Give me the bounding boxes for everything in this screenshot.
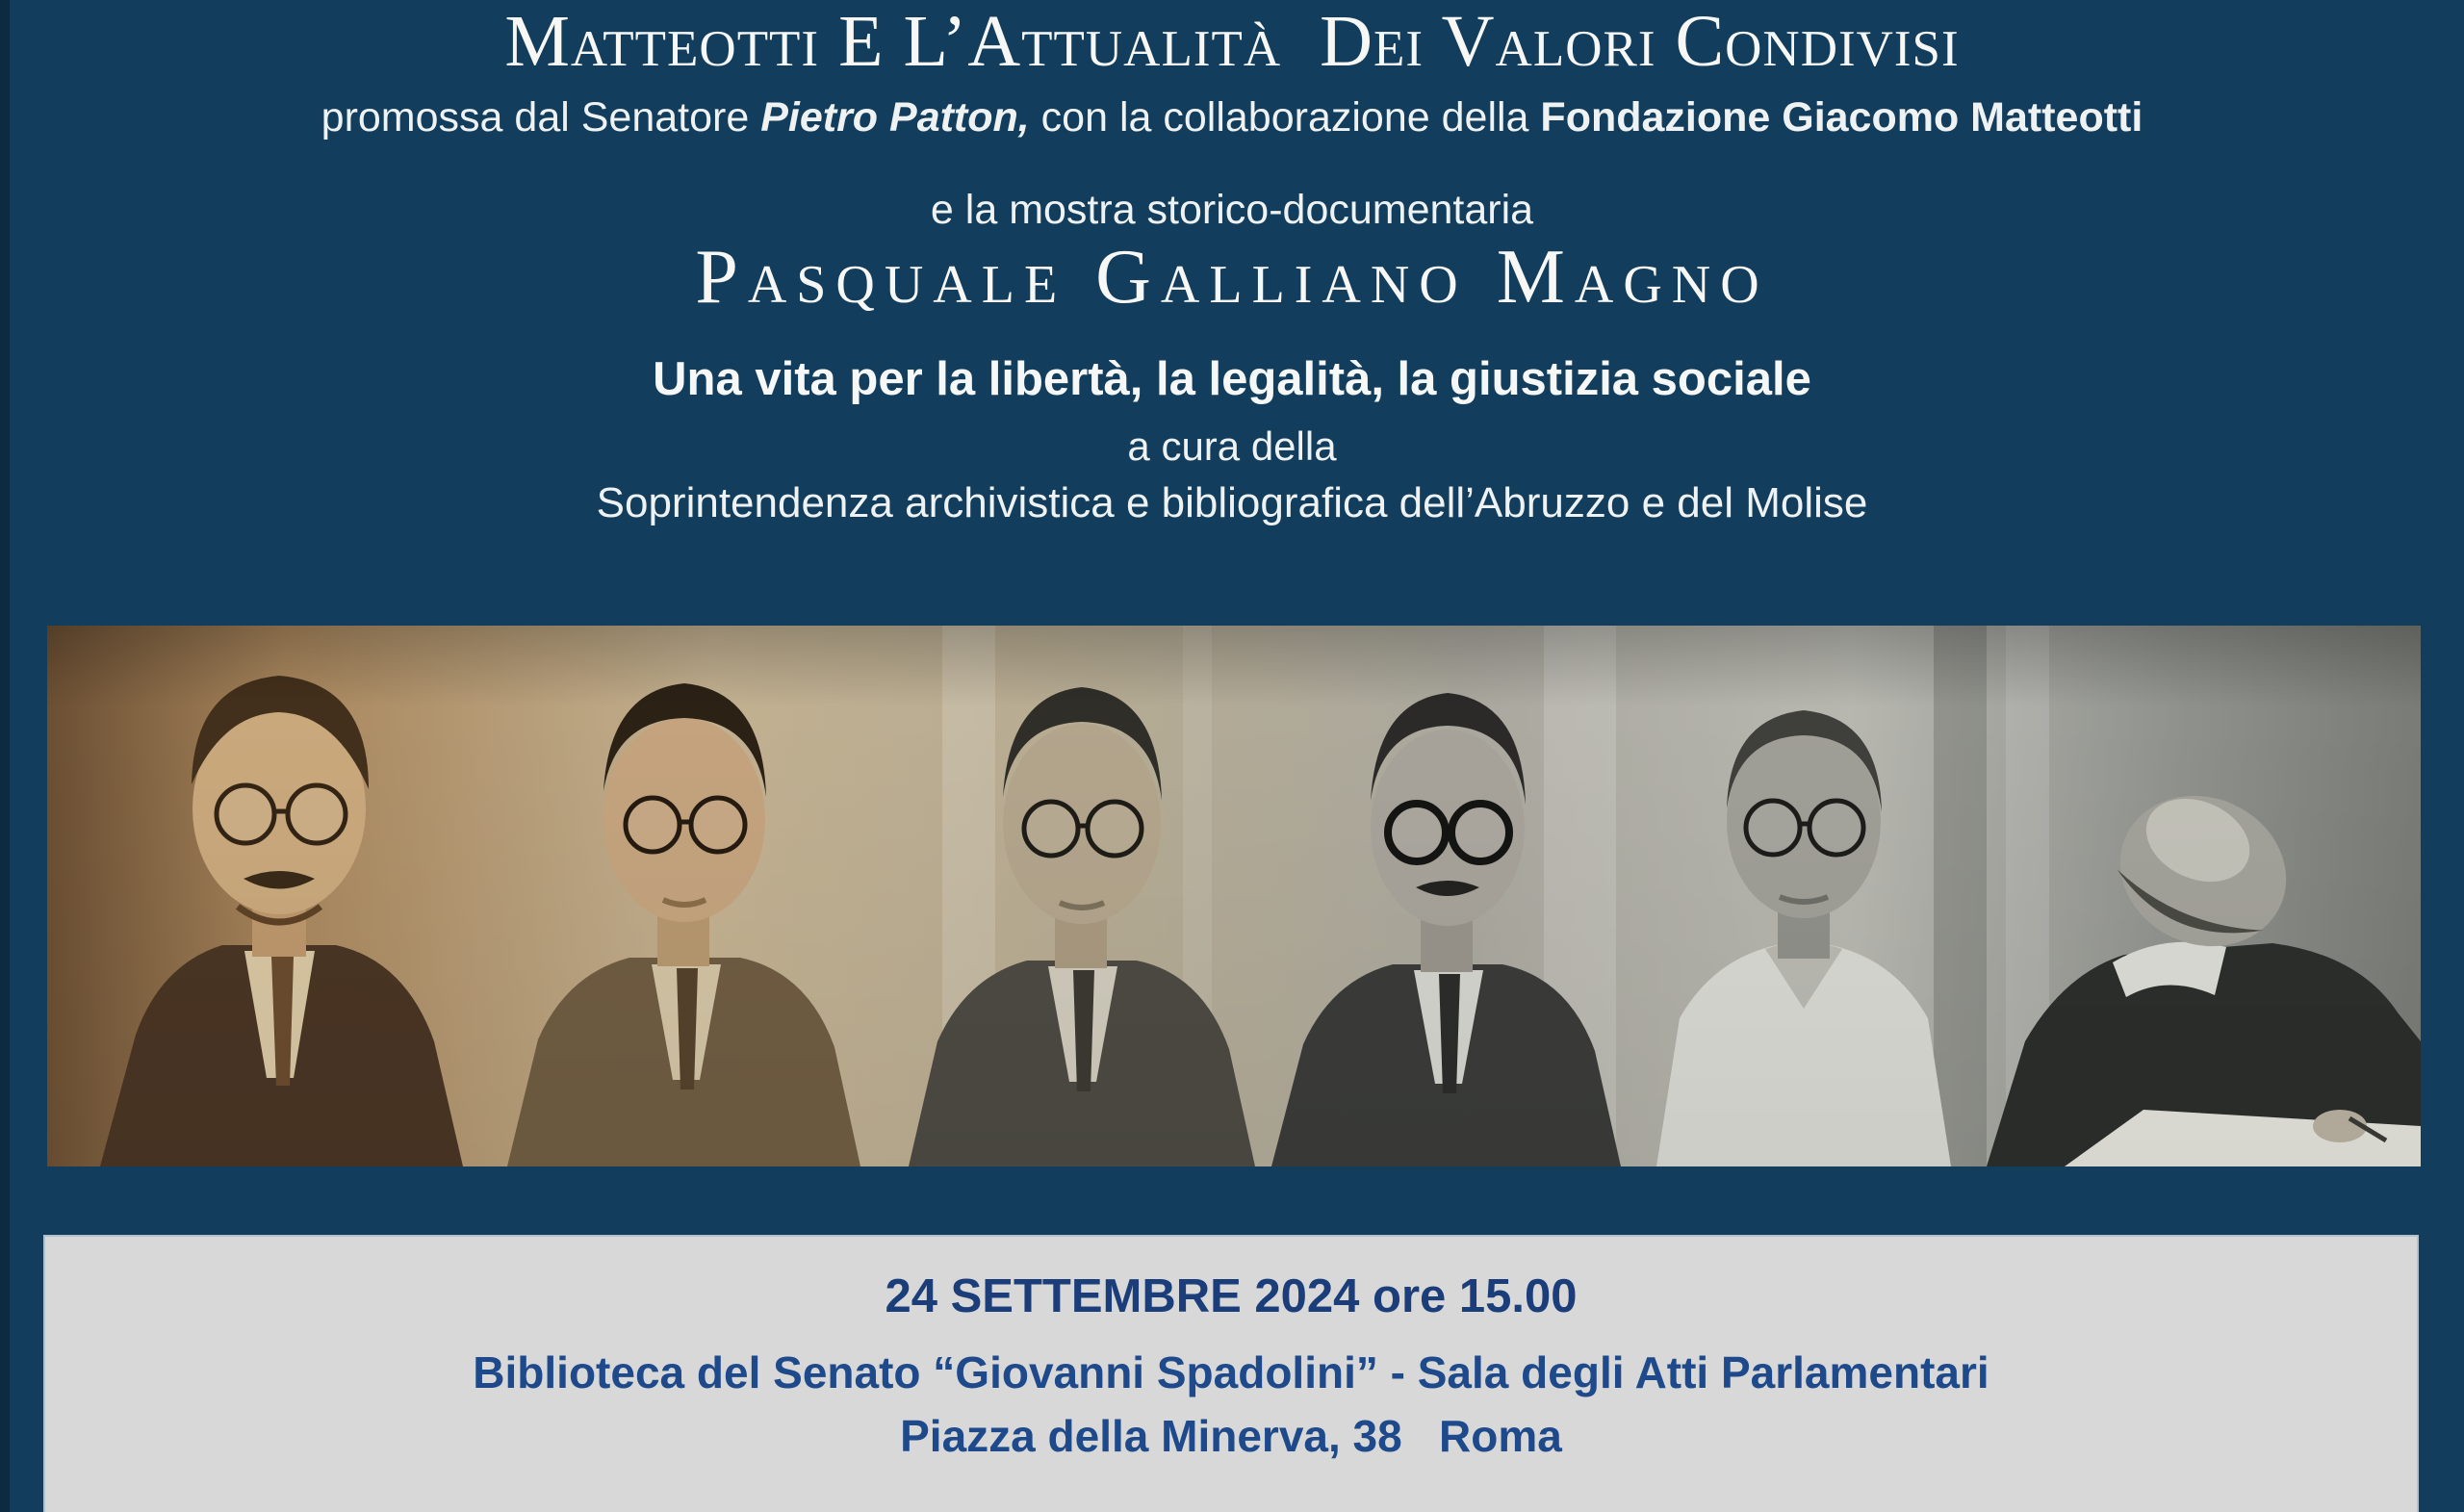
exhibition-title: Pasquale Galliano Magno bbox=[695, 235, 1769, 320]
event-panel bbox=[43, 1235, 2419, 1512]
foundation-name: Fondazione Giacomo Matteotti bbox=[1540, 94, 2143, 141]
photo-vignette bbox=[47, 626, 2421, 1166]
promoter-prefix: promossa dal Senatore bbox=[321, 94, 761, 141]
exhibition-intro: e la mostra storico-documentaria bbox=[930, 187, 1534, 233]
photo-strip bbox=[47, 626, 2421, 1166]
curated-by-intro: a cura della bbox=[1127, 423, 1337, 469]
event-venue: Biblioteca del Senato “Giovanni Spadolini” - Sala degli Atti Parlamentari bbox=[473, 1347, 1989, 1397]
senator-name: Pietro Patton, bbox=[760, 94, 1030, 141]
promoter-line bbox=[0, 94, 2464, 141]
photo-collage bbox=[47, 626, 2421, 1166]
exhibition-subtitle: Una vita per la libertà, la legalità, la giustizia sociale bbox=[653, 353, 1811, 405]
event-address: Piazza della Minerva, 38 Roma bbox=[900, 1411, 1562, 1461]
event-datetime: 24 SETTEMBRE 2024 ore 15.00 bbox=[885, 1270, 1578, 1322]
curated-by: Soprintendenza archivistica e bibliografica dell’Abruzzo e del Molise bbox=[596, 479, 1868, 526]
poster-title: Matteotti E L’Attualità Dei Valori Condivisi bbox=[504, 1, 1960, 82]
promoter-middle: con la collaborazione della bbox=[1029, 94, 1541, 141]
